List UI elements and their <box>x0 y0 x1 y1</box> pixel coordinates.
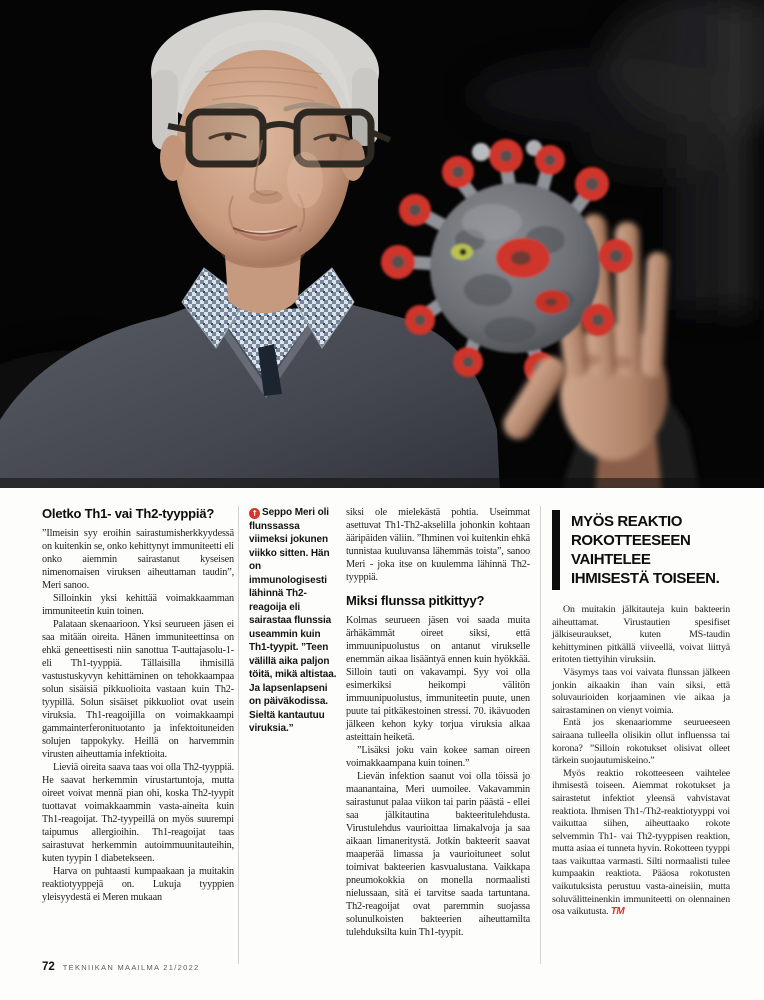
page-number: 72 <box>42 961 55 973</box>
photo-caption-column <box>249 506 337 736</box>
paragraph: On muitakin jälkitauteja kuin bakteerin aiheuttamat. Virustautien spesifiset jälkiseuraukset, kuten MS-taudin kehittyminen pitkällä viiveellä, voivat liittyä eritoten tiettyihin viruksiin. <box>552 604 730 666</box>
paragraph: siksi ole mielekästä pohtia. Useimmat asettuvat Th1-Th2-akselilla johonkin kohtaan ääripäiden väliin. ”Ihminen voi kuitenkin ehkä tunnistaa kuuluvansa lähemmäs toista”, sanoo Meri - joka itse on kuulemma lähinnä Th2-tyyppiä. <box>346 507 530 583</box>
arrow-up-icon: ↑ <box>249 508 260 519</box>
page-footer <box>42 961 200 973</box>
ear-left <box>160 135 186 181</box>
section-heading-flunssa: Miksi flunssa pitkittyy? <box>346 593 485 608</box>
tm-end-mark: TM <box>610 906 625 918</box>
column-divider-1 <box>238 506 239 964</box>
paragraph-text: Myös reaktio rokotteeseen vaihtelee ihmisestä toiseen. Aiemmat rokotukset ja sairastetut infektiot yleensä vahvistavat reaktiota. Ihmisen Th1-/Th2-reaktiotyyppi voi vaikuttaa siihen, aiheuttaako rokote selvemmin Th1- vai Th2-tyyppisen reaktion, mutta asiaa ei tunneta hyvin. Rokotteen tyyppi taas vaikuttaa varmasti. Silti normaalisti tulee kumpaakin reaktiota. Pääosa rokotusten vaikutuksista perustuu vasta-aineisiin, mutta soluvälitteinenkin immuniteetti on olennainen osa vaikutusta. <box>552 767 730 918</box>
paragraph: Silloinkin yksi kehittää voimakkaamman immuniteetin kuin toinen. <box>42 593 234 617</box>
paragraph: Kolmas seurueen jäsen voi saada muita ärhäkämmät oireet siksi, että immuunipuolustus on antanut virukselle enemmän aikaa lisääntyä ennen kuin hyökkää. Silloin tauti on vakavampi. Syy voi olla esimerkiksi heikompi välitön immuunipuolustus, immuniteetin puute, unen puute tai pitkäkestoinen stressi. 70. ikävuoden jälkeen kehon kyky torjua viruksia alkaa asteittain heiketä. <box>346 615 530 743</box>
article-column-3 <box>346 506 530 939</box>
virus-cap <box>472 143 490 161</box>
last-paragraph <box>552 768 730 919</box>
paragraph: Lieviä oireita saava taas voi olla Th2-tyyppiä. He saavat herkemmin virustartuntoja, mutta oireet voivat mennä pian ohi, koska Th2-tyypit tuottavat voimakkaammin vasta-aineita kuin Th1-reagoijat. Th2-tyypeillä on myös suurempi taipumus allergioihin. Th1-reagoijat taas sairastuvat herkemmin autoimmuunitauteihin, kuten tyypin 1 diabetekseen. <box>42 762 234 864</box>
photo-seppo-meri <box>0 0 764 488</box>
column-divider-2 <box>540 506 541 964</box>
photo-bottom-edge <box>0 478 764 488</box>
paragraph: Väsymys taas voi vaivata flunssan jälkeen jonkin aikaakin ihan vain siksi, että soluvaurioiden korjaaminen vie aikaa ja sairastaminen on vienyt voimia. <box>552 666 730 716</box>
photo-illustration <box>0 0 764 488</box>
section-heading-th1-th2: Oletko Th1- vai Th2-tyyppiä? <box>42 506 215 521</box>
caption-text: Seppo Meri oli flunssassa viimeksi jokunen viikko sitten. Hän on immunologisesti lähinnä Th2-reagoija eli sairastaa flunssia useammin kuin Th1-tyypit. ”Teen välillä aika paljon töitä, mikä altistaa. Ja lapsenlapseni on päiväkodissa. Sieltä kantautuu viruksia.” <box>249 507 337 734</box>
photo-caption <box>249 506 337 736</box>
virus-eye <box>451 244 473 260</box>
cheek-highlight <box>287 152 323 208</box>
paragraph: Entä jos skenaariomme seurueeseen sairaana tulleella olisikin ollut influenssa tai korona? ”Silloin rokotukset olisivat olleet tärkein suojautumiskeino.” <box>552 717 730 767</box>
nose-shadow <box>249 190 283 204</box>
magazine-name: TEKNIIKAN MAAILMA 21/2022 <box>62 963 200 972</box>
pull-quote: MYÖS REAKTIO ROKOTTEESEEN VAIHTELEE IHMISESTÄ TOISEEN. <box>552 510 730 590</box>
paragraph: Palataan skenaarioon. Yksi seurueen jäsen ei saa mitään oireita. Hänen immuniteettinsa on ehkä geneettisesti niin sanottua T-auttajasolu-1- eli Th1-tyyppiä. Tällaisilla ihmisillä vastustuskyvyn kehittäminen on tehokkaampaa solun sisäisiä pikkuolioita vastaan kuin Th2-tyypillä. Solun sisäiset pikkuoliot ovat usein viruksia. Th1-reagoijilla on voimakkaampi gammainterferonituotanto ja infektoituneiden solujen tappokyky. Heillä on harvemmin virusten aiheuttamia infektioita. <box>42 619 234 760</box>
paragraph: ”Lisäksi joku vain kokee saman oireen voimakkaampana kuin toinen.” <box>346 745 530 769</box>
paragraph: Harva on puhtaasti kumpaakaan ja muitakin reaktiotyyppejä on. Lukuja tyyppien yleisyydestä ei Meren mukaan <box>42 866 234 903</box>
paragraph: ”Ilmeisin syy eroihin sairastumisherkkyydessä on kuitenkin se, onko kehittynyt immuniteetti eli onko aiemmin sairastanut kyseisen nimenomaisen viruksen aiheuttaman taudin”, Meri sanoo. <box>42 528 234 591</box>
paragraph: Lievän infektion saanut voi olla töissä jo maanantaina, Meri uumoilee. Vakavammin sairastunut palaa viikon tai parin päästä - ellei saa jälkitautina bakteeritulehdusta. Virustulehdus vaurioittaa limakalvoja ja saa aikaan limaneritystä. Jotkin bakteerit saavat maaperää limassa ja vaurioituneet solut toimivat bakteerien kasvualustana. Vaikkapa pneumokokkia on monella normaalisti nielussaan, sitä ei tarvitse saada tartuntana. Th2-reagoijat ovat paremmin suojassa solunulkoisten bakteerien aiheuttamilta tulehduksilta kuin Th1-tyypit. <box>346 771 530 938</box>
article-column-1 <box>42 506 234 904</box>
article-column-4 <box>552 506 730 919</box>
virus-highlight <box>462 204 522 240</box>
